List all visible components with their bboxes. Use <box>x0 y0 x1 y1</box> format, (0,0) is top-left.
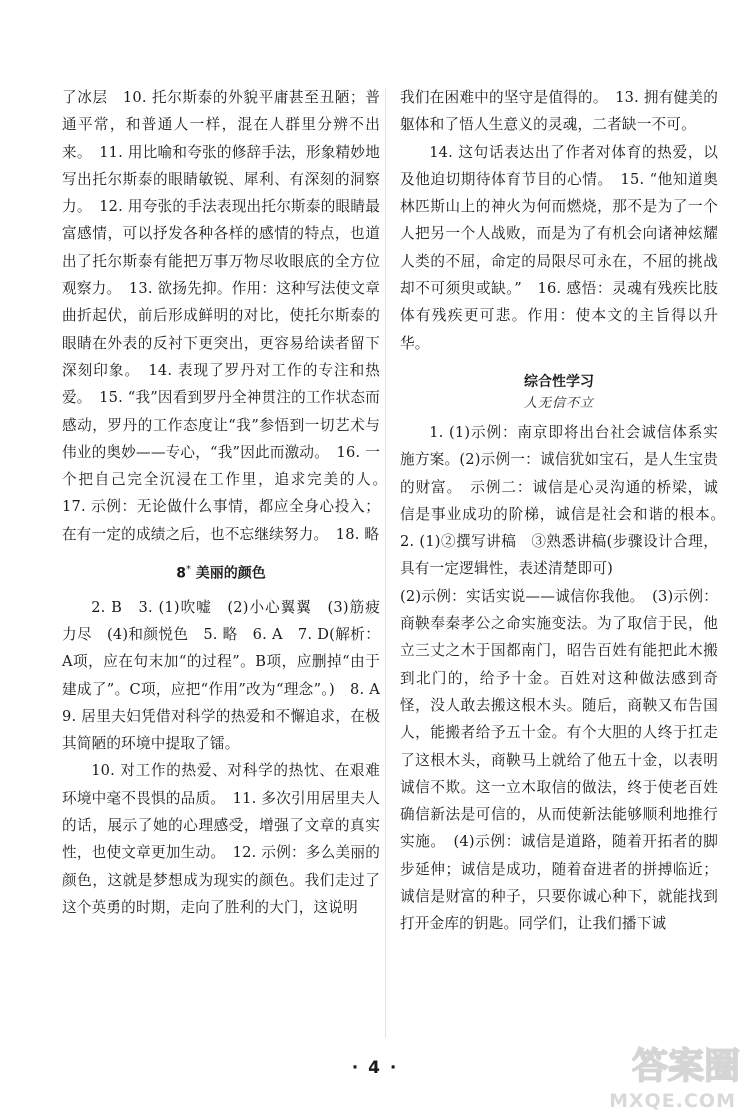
section-title-beautiful-color <box>62 554 380 590</box>
answer-paragraph: 1. (1)示例：南京即将出台社会诚信体系实施方案。(2)示例一：诚信犹如宝石，是人生宝贵的财富。 示例二：诚信是心灵沟通的桥梁，诚信是事业成功的阶梯，诚信是社会和谐的根本。 2. (1)②撰写讲稿 ③熟悉讲稿(步骤设计合理，具有一定逻辑性，表述清楚即可) <box>400 423 733 578</box>
section-subtitle: 人无信不立 <box>523 395 594 411</box>
section-title-text: 美丽的颜色 <box>190 565 266 582</box>
answer-paragraph: 了冰层 10. 托尔斯泰的外貌平庸甚至丑陋；普通平常，和普通人一样，混在人群里分辨不出来。 11. 用比喻和夸张的修辞手法，形象精妙地写出托尔斯泰的眼睛敏锐、犀利、有深刻的洞察力。 12. 用夸张的手法表现出托尔斯泰的眼睛最富感情，可以抒发各种各样的感情的特点，也道出了托尔斯泰有能把万事万物尽收眼底的全方位观察力。 13. 欲扬先抑。作用：这种写法使文章曲折起伏，前后形成鲜明的对比，使托尔斯泰的眼睛在外表的反衬下更突出，更容易给读者留下深刻印象。 14. 表现了罗丹对工作的专注和热爱。 15. “我”因看到罗丹全神贯注的工作状态而感动，罗丹的工作态度让“我”参悟到一切艺术与伟业的奥妙——专心，“我”因此而激动。 16. 一个把自己完全沉浸在工作里，追求完美的人。 17. 示例：无论做什么事情，都应全身心投入；在有一定的成绩之后，也不忘继续努力。 18. 略 <box>62 89 395 543</box>
right-column <box>400 84 733 938</box>
section-number: 8 <box>176 565 186 582</box>
answer-paragraph: (2)示例：实话实说——诚信你我他。 (3)示例：商鞅奉秦孝公之命实施变法。为了取信于民，他立三丈之木于国都南门，昭告百姓有能把此木搬到北门的，给予十金。百姓对这种做法感到奇怪，没人敢去搬这根木头。随后，商鞅又布告国人，能搬者给予五十金。有个大胆的人终于扛走了这根木头，商鞅马上就给了他五十金，以表明诚信不欺。这一立木取信的做法，终于使老百姓确信新法是可信的，从而使新法能够顺利地推行实施。 (4)示例：诚信是道路，随着开拓者的脚步延伸；诚信是成功，随着奋进者的拼搏临近；诚信是财富的种子，只要你诚心种下，就能找到打开金库的钥匙。同学们，让我们播下诚 <box>400 587 718 933</box>
column-divider <box>385 88 386 1038</box>
star-mark: * <box>185 564 191 576</box>
section-title-comprehensive-learning: 综合性学习 <box>524 373 594 390</box>
answer-paragraph: 2. B 3. (1)吹嘘 (2)小心翼翼 (3)筋疲力尽 (4)和颜悦色 5. 略 6. A 7. D(解析：A项，应在句末加“的过程”。B项，应删掉“由于建成了”。C项，应把“作用”改为“理念”。) 8. A 9. 居里夫妇凭借对科学的热爱和不懈追求，在极其简陋的环境中提取了镭。 <box>62 598 395 753</box>
page-number: · 4 · <box>351 1058 399 1078</box>
watermark-logo-icon <box>592 1040 742 1086</box>
watermark <box>592 1040 742 1112</box>
left-column <box>62 84 395 921</box>
answer-paragraph: 10. 对工作的热爱、对科学的热忱、在艰难环境中毫不畏惧的品质。 11. 多次引用居里夫人的话，展示了她的心理感受，增强了文章的真实性，也使文章更加生动。 12. 示例：多么美丽的颜色，这就是梦想成为现实的颜色。我们走过了这个英勇的时期，走向了胜利的大门，这说明 <box>62 762 380 916</box>
svg-text:答案圈: 答案圈 <box>631 1046 740 1086</box>
watermark-url: MXQE.COM <box>609 1090 736 1112</box>
answer-paragraph: 我们在困难中的坚守是值得的。 13. 拥有健美的躯体和了悟人生意义的灵魂，二者缺一不可。 <box>400 89 718 134</box>
answer-paragraph: 14. 这句话表达出了作者对体育的热爱，以及他迫切期待体育节目的心情。 15. “他知道奥林匹斯山上的神火为何而燃烧，那不是为了一个人把另一个人战败，而是为了有机会向诸神炫耀人类的不屈，命定的局限尽可永在，不屈的挑战却不可须臾或缺。” 16. 感悟：灵魂有残疾比肢体有残疾更可悲。作用：使本文的主旨得以升华。 <box>400 143 718 352</box>
